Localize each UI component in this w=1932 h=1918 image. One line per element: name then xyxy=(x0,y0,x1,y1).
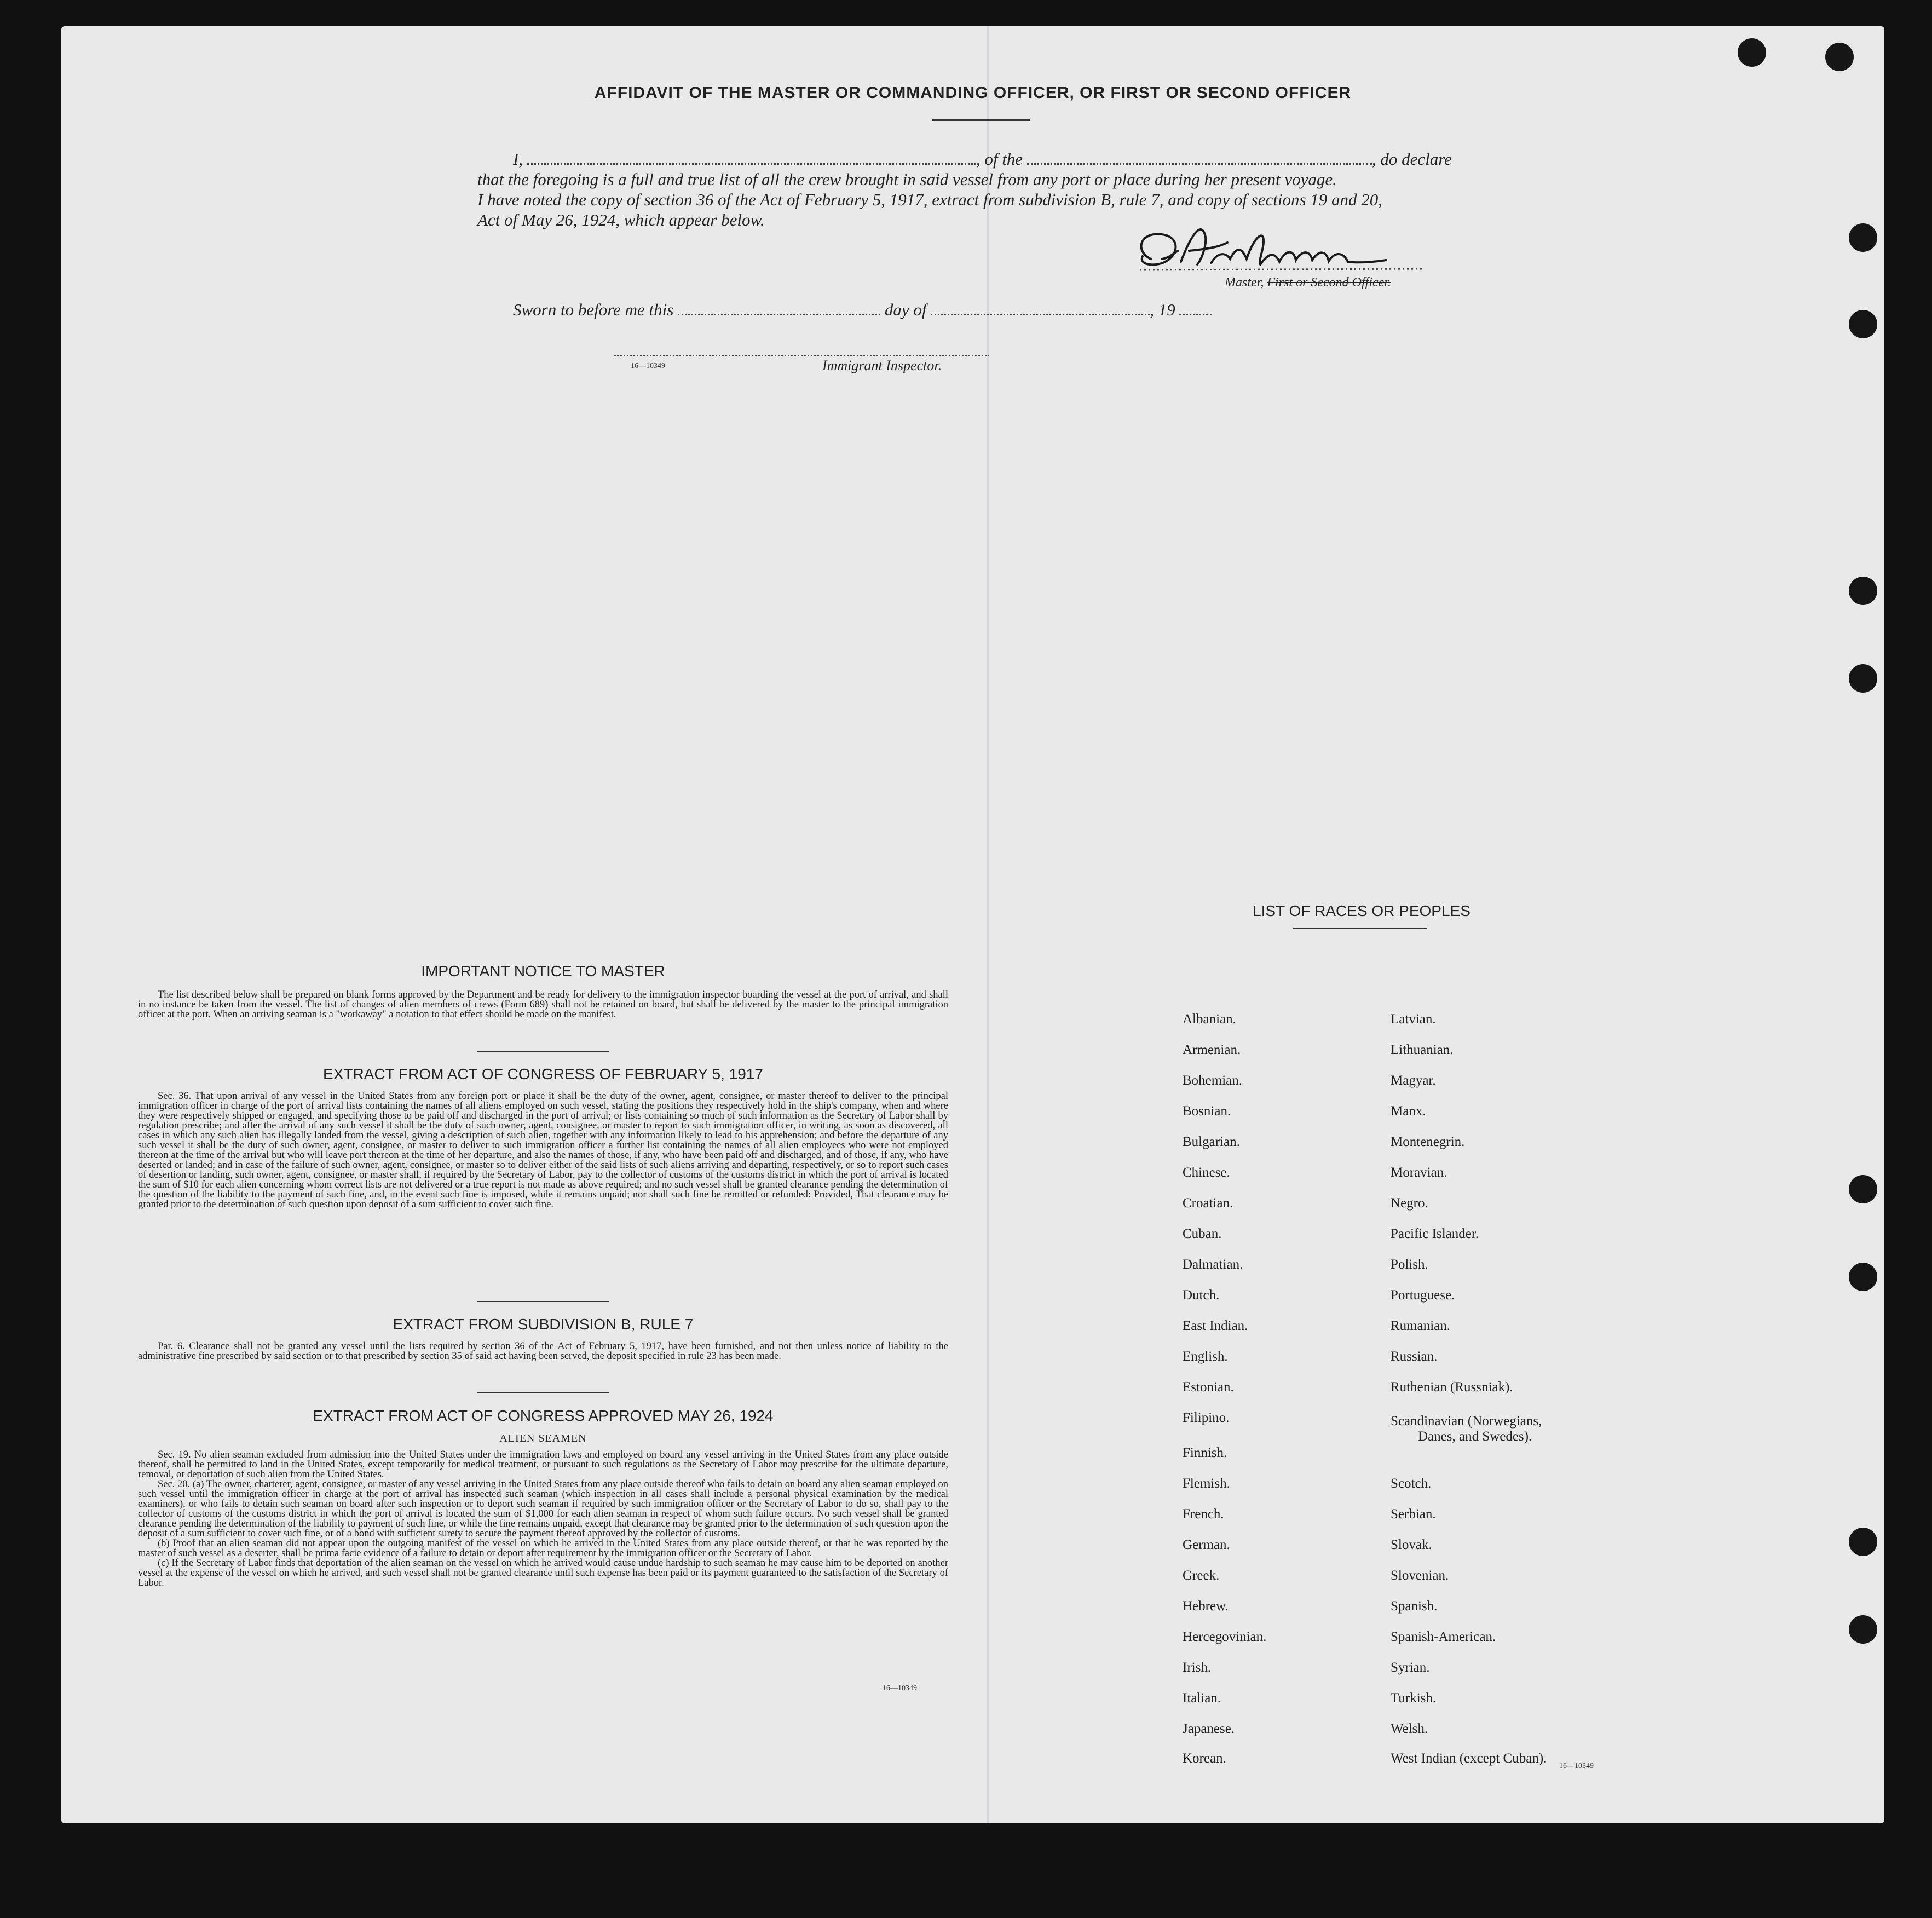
race-item: Welsh. xyxy=(1391,1721,1428,1736)
race-item: Bulgarian. xyxy=(1183,1134,1240,1149)
affidavit-line-1 xyxy=(513,149,1452,169)
affidavit-line-4: Act of May 26, 1924, which appear below. xyxy=(477,210,765,229)
race-item: Croatian. xyxy=(1183,1196,1233,1211)
form-code: 16—10349 xyxy=(883,1684,917,1692)
race-item: Scotch. xyxy=(1391,1476,1432,1491)
affidavit-title: AFFIDAVIT OF THE MASTER OR COMMANDING OFFICER, OR FIRST OR SECOND OFFICER xyxy=(594,84,1352,102)
race-item: Ruthenian (Russniak). xyxy=(1391,1380,1513,1395)
race-item: Portuguese. xyxy=(1391,1288,1455,1303)
document-sheet xyxy=(61,26,1884,1823)
affidavit-declare: , do declare xyxy=(1371,149,1452,169)
race-item: Hercegovinian. xyxy=(1183,1629,1267,1644)
race-item: Dutch. xyxy=(1183,1288,1220,1303)
notice-text xyxy=(138,990,948,1020)
race-item: Pacific Islander. xyxy=(1391,1226,1479,1241)
notice-paragraph: The list described below shall be prepared on blank forms approved by the Department and be ready for delivery to the immigration inspector boarding the vessel at the port of arrival, and shall in no instance be taken from the vessel. The list of changes of alien members of crews (Form 689) shall not be retained on board, but shall be delivered by the master to the principal immigration officer at the port. When an arriving seaman is a "workaway" a notation to that effect should be made on the manifest. xyxy=(138,989,948,1020)
master-name-field[interactable] xyxy=(527,151,976,165)
punch-hole xyxy=(1738,38,1766,67)
vessel-name-field[interactable] xyxy=(1027,151,1372,165)
punch-hole xyxy=(1849,577,1877,605)
punch-hole xyxy=(1849,1528,1877,1556)
race-item: Finnish. xyxy=(1183,1445,1227,1460)
affidavit-line-3: I have noted the copy of section 36 of the Act of February 5, 1917, extract from subdivision B, rule 7, and copy of sections 19 and 20, xyxy=(477,190,1383,209)
affidavit-line-2: that the foregoing is a full and true list of all the crew brought in said vessel from any port or place during her present voyage. xyxy=(477,170,1337,189)
section-19-paragraph: Sec. 19. No alien seaman excluded from admission into the United States under the immigration laws and employed on board any vessel arriving in the United States from any place outside thereof, shall be permitted to land in the United States, except temporarily for medical treatment, or pursuant to such regulations as the Secretary of Labor may prescribe for the ultimate departure, removal, or deportation of such alien from the United States. xyxy=(138,1449,948,1480)
affidavit-of-the: , of the xyxy=(976,149,1023,169)
race-item: Dalmatian. xyxy=(1183,1257,1243,1272)
race-item: Scandinavian (Norwegians, xyxy=(1391,1414,1542,1429)
race-item: Slovenian. xyxy=(1391,1568,1449,1583)
race-item: Estonian. xyxy=(1183,1380,1234,1395)
races-rule xyxy=(1293,928,1427,929)
race-item: Greek. xyxy=(1183,1568,1220,1583)
race-item: German. xyxy=(1183,1537,1230,1552)
extract-1917-text xyxy=(138,1091,948,1209)
race-item: Danes, and Swedes). xyxy=(1418,1429,1532,1444)
rule7-heading: EXTRACT FROM SUBDIVISION B, RULE 7 xyxy=(393,1316,694,1333)
race-item: Chinese. xyxy=(1183,1165,1230,1180)
master-signature xyxy=(1129,221,1435,281)
race-item: Filipino. xyxy=(1183,1410,1230,1425)
section-rule xyxy=(477,1301,609,1302)
section-20a-paragraph: Sec. 20. (a) The owner, charterer, agent, consignee, or master of any vessel arriving in the United States from any place outside thereof who fails to detain on board any alien seaman employed on such vessel until the immigration officer in charge at the port of arrival has inspected such seaman (which inspection in all cases shall include a personal physical examination by the medical examiners), or who fails to detain such seaman on board after such inspection or to deport such seaman if required by such immigration officer or the Secretary of Labor to do so, shall pay to the collector of customs of the customs district in which the port of arrival is located the sum of $1,000 for each alien seaman in respect of whom such failure occurs. No such vessel shall be granted clearance pending the determination of the liability to payment of such fine, or while the fine remains unpaid, except that clearance may be granted prior to the determination of such question upon the deposit of a sum sufficient to cover such fine, or of a bond with sufficient surety to secure the payment thereof approved by the collector of customs. xyxy=(138,1479,948,1539)
signature-title xyxy=(1225,275,1391,290)
extract-1917-heading: EXTRACT FROM ACT OF CONGRESS OF FEBRUARY 5, 1917 xyxy=(323,1065,763,1082)
section-20c-paragraph: (c) If the Secretary of Labor finds that deportation of the alien seaman on the vessel on which he arrived would cause undue hardship to such seaman he may cause him to be deported on another vessel at the expense of the vessel on which he arrived, and such vessel shall not be granted clearance until such expense has been paid or its payment guaranteed to the satisfaction of the Secretary of Labor. xyxy=(138,1558,948,1588)
race-item: Latvian. xyxy=(1391,1012,1436,1027)
race-item: French. xyxy=(1183,1507,1224,1522)
race-item: West Indian (except Cuban). xyxy=(1391,1751,1547,1766)
inspector-label: Immigrant Inspector. xyxy=(822,358,942,373)
race-item: Serbian. xyxy=(1391,1507,1436,1522)
notice-heading: IMPORTANT NOTICE TO MASTER xyxy=(421,963,665,980)
race-item: Bosnian. xyxy=(1183,1104,1231,1119)
race-item: English. xyxy=(1183,1349,1228,1364)
extract-1924-heading: EXTRACT FROM ACT OF CONGRESS APPROVED MAY 26, 1924 xyxy=(313,1407,774,1424)
race-item: Albanian. xyxy=(1183,1012,1236,1027)
punch-hole xyxy=(1849,310,1877,338)
races-heading: LIST OF RACES OR PEOPLES xyxy=(1253,902,1470,919)
sworn-month-field[interactable] xyxy=(931,302,1150,315)
sworn-year-field[interactable] xyxy=(1179,302,1212,315)
affidavit-i: I, xyxy=(513,149,523,169)
race-item: Cuban. xyxy=(1183,1226,1222,1241)
race-item: Turkish. xyxy=(1391,1691,1437,1706)
form-code: 16—10349 xyxy=(1559,1762,1594,1770)
race-item: Japanese. xyxy=(1183,1721,1235,1736)
race-item: Hebrew. xyxy=(1183,1599,1229,1614)
race-item: Irish. xyxy=(1183,1660,1212,1675)
extract-1924-text xyxy=(138,1450,948,1588)
race-item: Negro. xyxy=(1391,1196,1428,1211)
title-rule xyxy=(932,119,1030,121)
race-item: Lithuanian. xyxy=(1391,1042,1454,1057)
section-rule xyxy=(477,1392,609,1393)
inspector-signature-line[interactable] xyxy=(614,355,989,356)
page-fold xyxy=(987,26,989,1823)
punch-hole xyxy=(1849,1175,1877,1203)
section-36-paragraph: Sec. 36. That upon arrival of any vessel in the United States from any foreign port or place it shall be the duty of the owner, agent, consignee, or master thereof to deliver to the principal immigration officer in charge of the port of arrival lists containing the names of all aliens employed on such vessel, stating the positions they respectively hold in the ship's company, when and where they were respectively shipped or engaged, and specifying those to be paid off and discharged in the port of arrival; or lists containing so much of such information as the Secretary of Labor shall by regulation prescribe; and after the arrival of any such vessel it shall be the duty of such owner, agent, consignee, or master to report to such immigration officer, in writing, as soon as discovered, all cases in which any such alien has illegally landed from the vessel, giving a description of such alien, together with any information likely to lead to his apprehension; and before the departure of any such vessel it shall be the duty of such owner, agent, consignee, or master to deliver to such immigration officer a further list containing the names of all alien employees who were not employed thereon at the time of the arrival but who will leave port thereon at the time of her departure, and also the names of those, if any, who have been paid off and discharged, and of those, if any, who have deserted or landed; and in case of the failure of such owner, agent, consignee, or master so to deliver either of the said lists of such aliens arriving and departing, respectively, or so to report such cases of desertion or landing, such owner, agent, consignee, or master shall, if required by the Secretary of Labor, pay to the collector of customs of the customs district in which the port of arrival is located the sum of $10 for each alien concerning whom correct lists are not delivered or a true report is not made as above required; and no such vessel shall be granted clearance pending the determination of the question of the liability to the payment of such fine, and, in the event such fine is imposed, while it remains unpaid; nor shall such fine be remitted or refunded: Provided, That clearance may be granted prior to the determination of such question upon deposit of a sum sufficient to cover such fine. xyxy=(138,1091,948,1210)
signature-title-master: Master, xyxy=(1225,275,1264,290)
race-item: Slovak. xyxy=(1391,1537,1432,1552)
section-rule xyxy=(477,1051,609,1052)
race-item: Bohemian. xyxy=(1183,1073,1243,1088)
sworn-day-field[interactable] xyxy=(678,302,880,315)
race-item: Magyar. xyxy=(1391,1073,1436,1088)
race-item: Syrian. xyxy=(1391,1660,1430,1675)
race-item: Moravian. xyxy=(1391,1165,1447,1180)
alien-seamen-subheading: ALIEN SEAMEN xyxy=(499,1432,587,1444)
punch-hole xyxy=(1825,43,1854,71)
race-item: Manx. xyxy=(1391,1104,1426,1119)
punch-hole xyxy=(1849,1263,1877,1291)
punch-hole xyxy=(1849,1615,1877,1644)
signature-title-struck: First or Second Officer. xyxy=(1267,275,1391,290)
race-item: Korean. xyxy=(1183,1751,1226,1766)
sworn-year-prefix: , 19 xyxy=(1150,300,1175,319)
sworn-line xyxy=(513,300,1212,320)
paragraph-6: Par. 6. Clearance shall not be granted any vessel until the lists required by section 36 of the Act of February 5, 1917, have been furnished, and not then unless notice of liability to the administrative fine prescribed by said section or to that prescribed by section 35 of said act having been served, the deposit specified in rule 23 has been made. xyxy=(138,1341,948,1362)
punch-hole xyxy=(1849,223,1877,252)
race-item: Spanish. xyxy=(1391,1599,1438,1614)
race-item: Spanish-American. xyxy=(1391,1629,1496,1644)
race-item: Flemish. xyxy=(1183,1476,1230,1491)
sworn-prefix: Sworn to before me this xyxy=(513,300,674,319)
race-item: Italian. xyxy=(1183,1691,1221,1706)
rule7-text xyxy=(138,1341,948,1361)
race-item: Armenian. xyxy=(1183,1042,1241,1057)
race-item: Montenegrin. xyxy=(1391,1134,1465,1149)
form-code: 16—10349 xyxy=(631,362,665,370)
race-item: Russian. xyxy=(1391,1349,1438,1364)
sworn-day-of: day of xyxy=(884,300,927,319)
race-item: East Indian. xyxy=(1183,1318,1248,1333)
section-20b-paragraph: (b) Proof that an alien seaman did not appear upon the outgoing manifest of the vessel on which he arrived in the United States from any place outside thereof, or that he was reported by the master of such vessel as a deserter, shall be prima facie evidence of a failure to detain or deport after requirement by the immigration officer or the Secretary of Labor. xyxy=(138,1538,948,1559)
race-item: Polish. xyxy=(1391,1257,1428,1272)
punch-hole xyxy=(1849,664,1877,693)
race-item: Rumanian. xyxy=(1391,1318,1451,1333)
